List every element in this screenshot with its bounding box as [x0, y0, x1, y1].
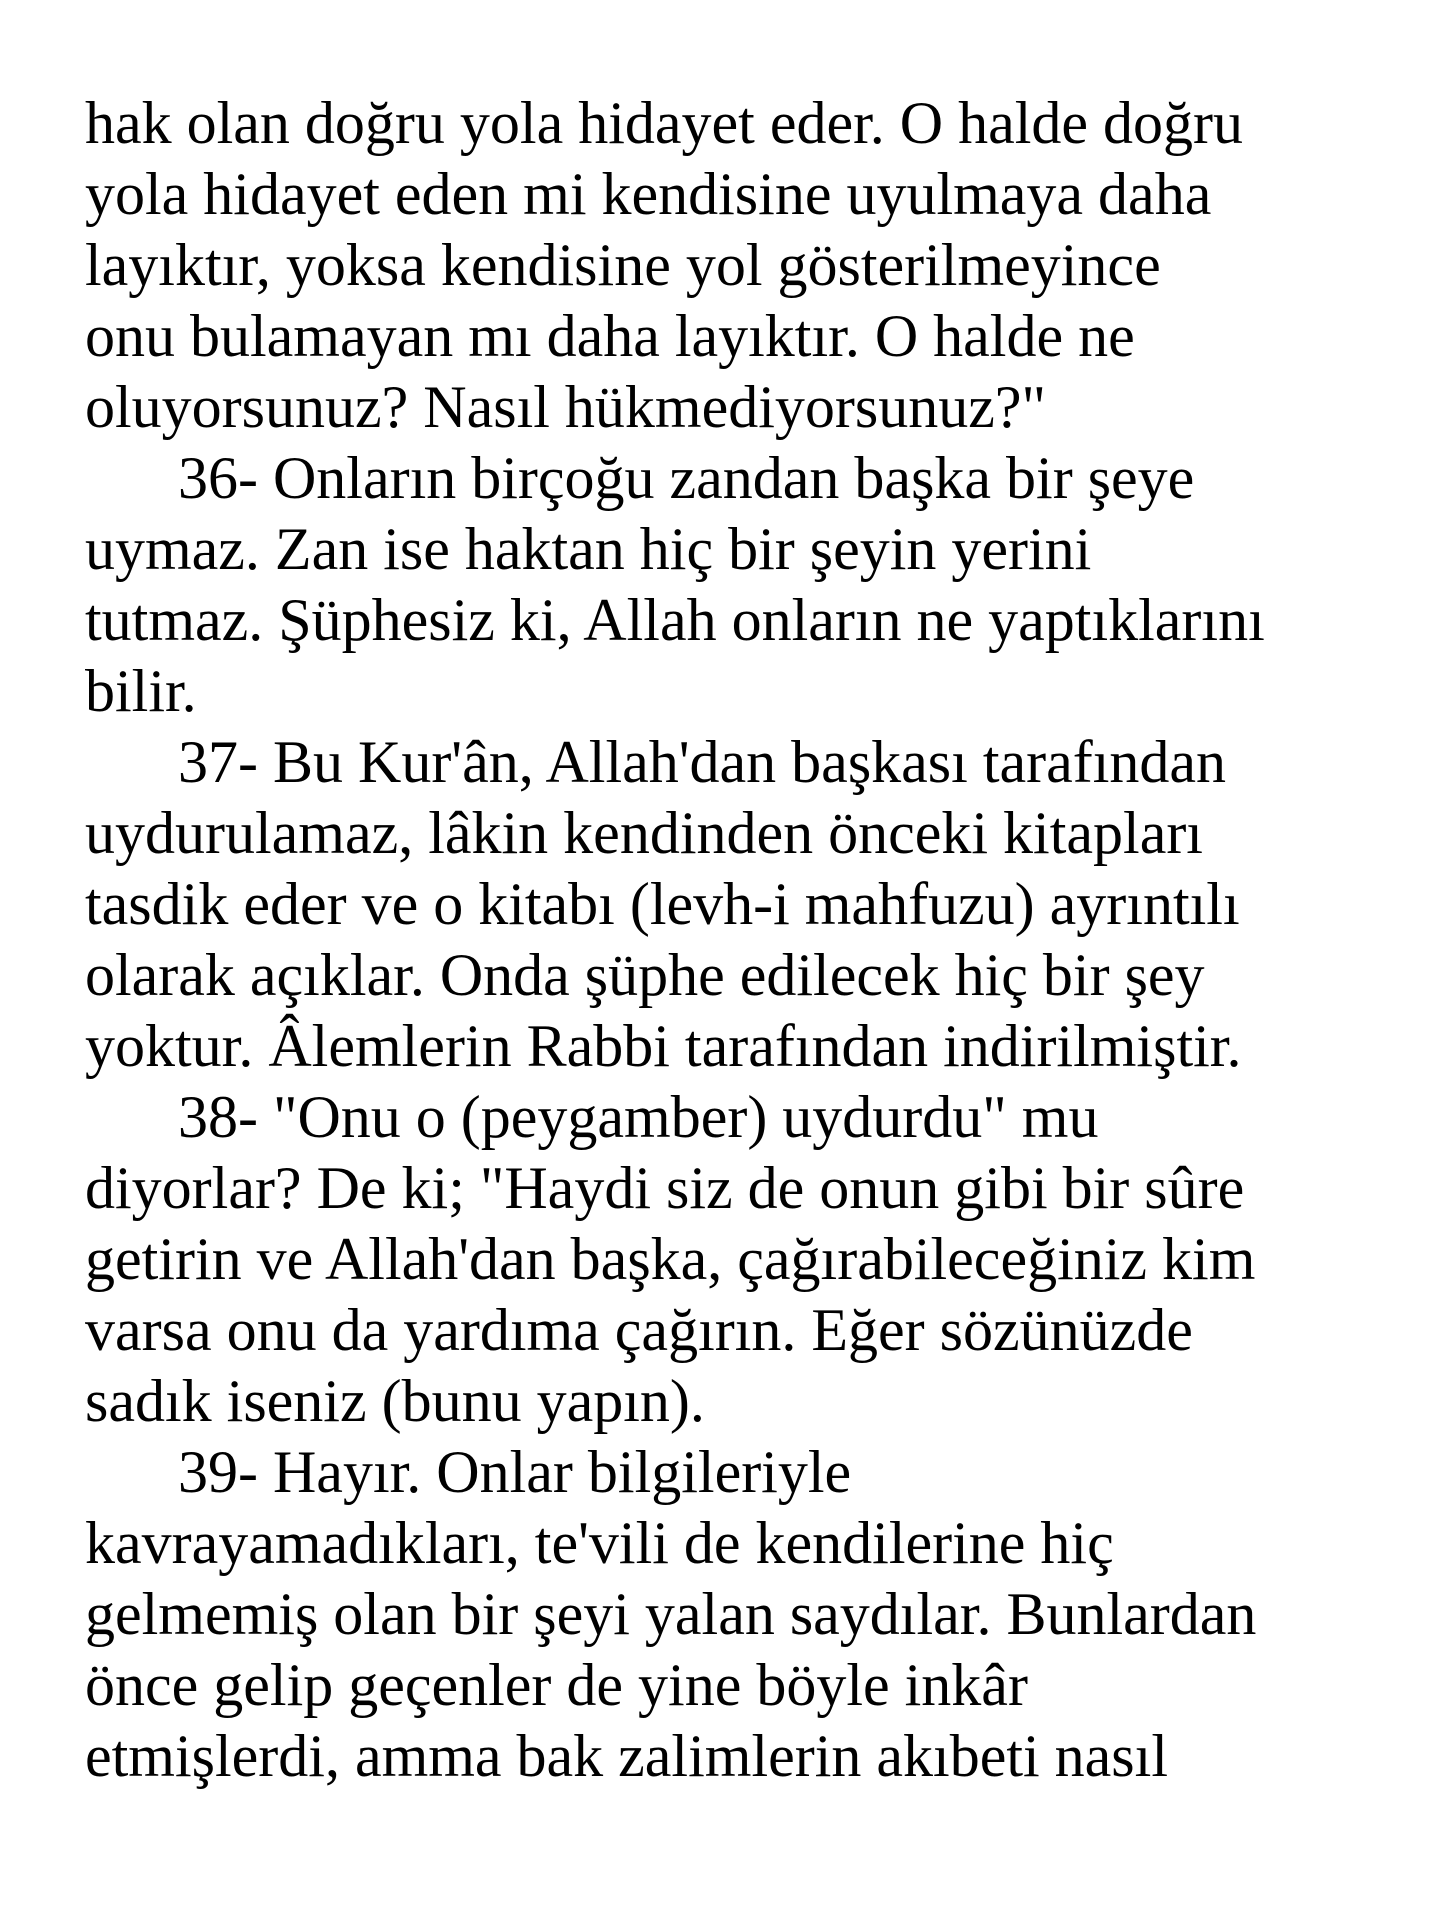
verse-38-start: 38- "Onu o (peygamber) uydurdu" mu: [178, 1084, 1099, 1150]
text-line: bilir.: [85, 658, 197, 724]
text-line: olarak açıklar. Onda şüphe edilecek hiç bir şey: [85, 942, 1205, 1008]
text-line: varsa onu da yardıma çağırın. Eğer sözünüzde: [85, 1297, 1193, 1363]
text-line: uydurulamaz, lâkin kendinden önceki kitapları: [85, 800, 1203, 866]
text-line: tutmaz. Şüphesiz ki, Allah onların ne yaptıklarını: [85, 587, 1265, 653]
text-line: yoktur. Âlemlerin Rabbi tarafından indirilmiştir.: [85, 1013, 1242, 1079]
text-line: diyorlar? De ki; "Haydi siz de onun gibi bir sûre: [85, 1155, 1245, 1221]
text-line: sadık iseniz (bunu yapın).: [85, 1368, 705, 1434]
text-line: kavrayamadıkları, te'vili de kendilerine hiç: [85, 1510, 1114, 1576]
text-line: hak olan doğru yola hidayet eder. O halde doğru: [85, 90, 1243, 156]
text-line: onu bulamayan mı daha layıktır. O halde ne: [85, 303, 1135, 369]
text-line: yola hidayet eden mi kendisine uyulmaya daha: [85, 161, 1212, 227]
text-line: gelmemiş olan bir şeyi yalan saydılar. Bunlardan: [85, 1581, 1257, 1647]
text-line: layıktır, yoksa kendisine yol gösterilmeyince: [85, 232, 1161, 298]
text-line: oluyorsunuz? Nasıl hükmediyorsunuz?": [85, 374, 1046, 440]
body-text: [85, 88, 1415, 1792]
text-line: uymaz. Zan ise haktan hiç bir şeyin yerini: [85, 516, 1092, 582]
verse-37-start: 37- Bu Kur'ân, Allah'dan başkası tarafından: [178, 729, 1227, 795]
verse-36-start: 36- Onların birçoğu zandan başka bir şeye: [178, 445, 1195, 511]
text-line: tasdik eder ve o kitabı (levh-i mahfuzu) ayrıntılı: [85, 871, 1240, 937]
text-line: etmişlerdi, amma bak zalimlerin akıbeti nasıl: [85, 1723, 1168, 1789]
verse-39-start: 39- Hayır. Onlar bilgileriyle: [178, 1439, 852, 1505]
text-line: getirin ve Allah'dan başka, çağırabileceğiniz kim: [85, 1226, 1256, 1292]
text-line: önce gelip geçenler de yine böyle inkâr: [85, 1652, 1028, 1718]
